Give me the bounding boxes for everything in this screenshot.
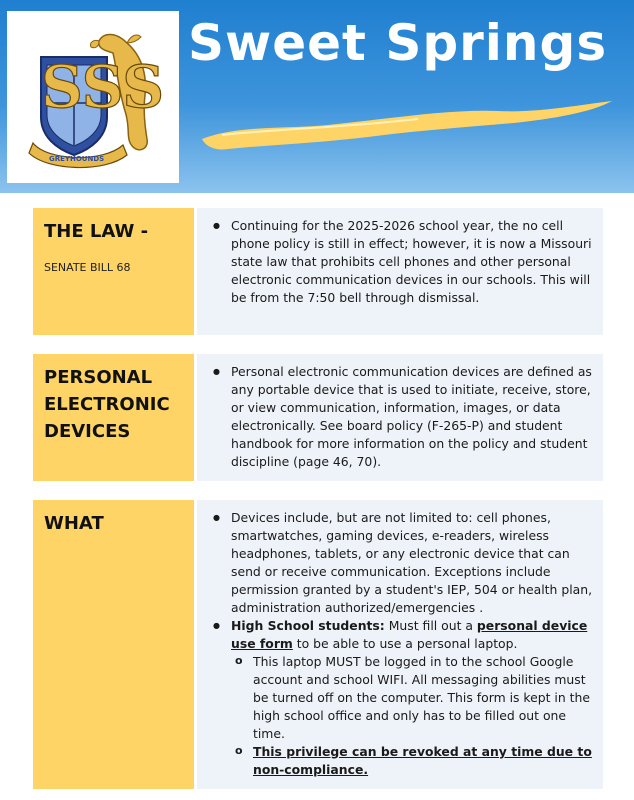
bullet-item: ● Personal electronic communication devices are defined as any portable device that is used to initiate, receive, store, or view communication, information, images, or data electronically. See board policy (F-265-P) and student handbook for more information on the policy and student discipline (page 46, 70).	[197, 363, 603, 471]
section-label	[33, 354, 194, 481]
privilege-notice: This privilege can be revoked at any time due to non-compliance.	[253, 744, 592, 777]
section-title: WHAT	[44, 513, 104, 534]
section-title-line: PERSONAL	[44, 367, 153, 388]
sub-bullet-item: o This laptop MUST be logged in to the school Google account and school WIFI. All messaging abilities must be turned off on the computer. This form is kept in the high school office and only has to be filled out one time.	[197, 653, 603, 743]
logo-ribbon-text: GREYHOUNDS	[49, 155, 105, 163]
swoosh-decoration	[198, 95, 618, 155]
section-subtitle: SENATE BILL 68	[44, 261, 131, 274]
section-personal-devices	[33, 354, 603, 481]
bullet-lead: High School students:	[231, 618, 385, 633]
header-banner	[0, 0, 634, 193]
bullet-text: Must fill out a	[388, 618, 473, 633]
section-content	[197, 208, 603, 335]
page-title: Sweet Springs	[188, 14, 608, 72]
personal-device-form-link[interactable]: personal device use form	[231, 618, 588, 651]
section-label	[33, 208, 194, 335]
bullet-item: ● Devices include, but are not limited to: cell phones, smartwatches, gaming devices, e-readers, wireless headphones, tablets, or any electronic device that can send or receive communication. Exceptions include permission granted by a student's IEP, 504 or health plan, administration authorized/emergencies .	[197, 509, 603, 617]
sub-bullet-item-privilege	[197, 743, 603, 779]
bullet-item-high-school	[197, 617, 603, 653]
bullet-text: to be able to use a personal laptop.	[296, 636, 518, 651]
school-logo	[7, 11, 179, 183]
logo-initial: SSS	[41, 53, 165, 121]
greyhound-crest-icon	[7, 11, 179, 183]
section-the-law	[33, 208, 603, 335]
bullet-item: ● Continuing for the 2025-2026 school year, the no cell phone policy is still in effect; however, it is now a Missouri state law that prohibits cell phones and other personal electronic communication devices in our schools. This will be from the 7:50 bell through dismissal.	[197, 217, 603, 307]
section-content	[197, 500, 603, 789]
section-title-line: DEVICES	[44, 421, 131, 442]
section-label	[33, 500, 194, 789]
section-content	[197, 354, 603, 481]
section-what	[33, 500, 603, 789]
section-title: THE LAW -	[44, 221, 149, 242]
section-title-line: ELECTRONIC	[44, 394, 170, 415]
